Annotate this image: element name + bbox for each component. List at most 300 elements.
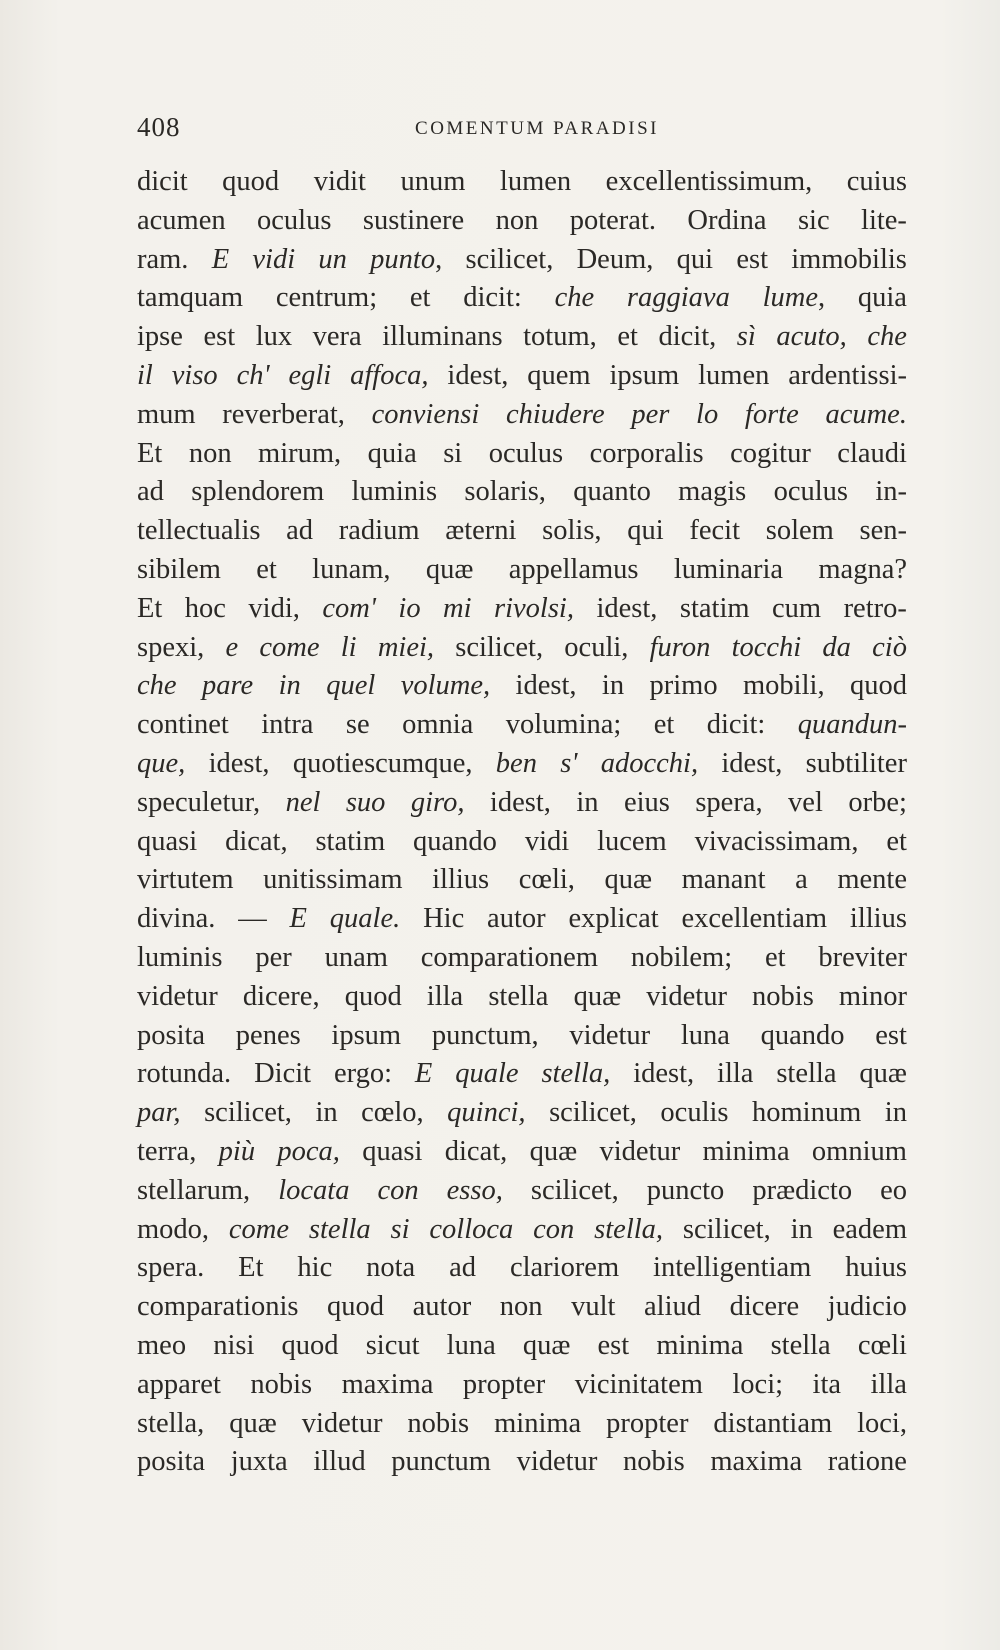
word: que, — [137, 747, 186, 779]
text-line — [137, 1133, 907, 1172]
word: il — [137, 359, 153, 391]
word: che — [554, 282, 595, 314]
word: comparationem — [420, 941, 598, 973]
word: luna — [446, 1329, 496, 1361]
page-header — [137, 112, 907, 152]
word: Et — [137, 592, 163, 624]
word: solis, — [542, 515, 602, 547]
word: dicit: — [463, 282, 522, 314]
word: quandun- — [797, 709, 907, 741]
word: dicat, — [225, 825, 288, 857]
word: claudi — [837, 437, 907, 469]
word: — — [238, 903, 267, 935]
word: videtur — [569, 1019, 651, 1051]
word: ardentissi- — [788, 359, 907, 391]
word: nobis — [622, 1446, 685, 1478]
word: magna? — [818, 553, 907, 585]
word: acuto, — [776, 321, 847, 353]
word: illius — [432, 864, 490, 896]
word: acume. — [825, 398, 907, 430]
running-head: COMENTUM PARADISI — [415, 118, 659, 139]
word: locata — [278, 1174, 350, 1206]
text-line — [137, 1172, 907, 1211]
word: solem — [765, 515, 834, 547]
word: pare — [201, 670, 254, 702]
word: Hic — [423, 903, 465, 935]
word: loci, — [857, 1407, 907, 1439]
word: qui — [627, 515, 664, 547]
word: quale. — [329, 903, 401, 935]
word: punto, — [370, 243, 443, 275]
word: conviensi — [371, 398, 480, 430]
word: ita — [812, 1368, 842, 1400]
word: stella — [488, 980, 549, 1012]
word: stella — [776, 1058, 837, 1090]
word: in — [601, 670, 625, 702]
word: da — [822, 631, 851, 663]
word: Et — [137, 437, 163, 469]
word: luminis — [137, 941, 223, 973]
word: et — [617, 321, 638, 353]
word: nota — [366, 1252, 416, 1284]
word: dicere — [729, 1291, 800, 1323]
word: con — [377, 1174, 419, 1206]
word: vidit — [313, 166, 366, 197]
word: luminaria — [673, 553, 784, 585]
word: videtur — [301, 1407, 383, 1439]
word: hic — [297, 1252, 333, 1284]
text-line — [137, 667, 907, 706]
word: vivacissimam, — [694, 825, 859, 857]
word: in — [576, 786, 599, 818]
text-line — [137, 512, 907, 551]
word: rivolsi, — [494, 592, 574, 624]
word: quotiescumque, — [292, 747, 473, 779]
word: videtur — [516, 1446, 598, 1478]
word: affoca, — [350, 359, 429, 391]
word: unam — [324, 941, 388, 973]
word: subtiliter — [805, 747, 907, 779]
word: omnium — [811, 1135, 907, 1167]
word: cuius — [846, 166, 907, 197]
word: meo — [137, 1329, 187, 1361]
word: spera. — [137, 1252, 205, 1284]
word: quod — [344, 980, 402, 1012]
text-line — [137, 1211, 907, 1250]
word: acumen — [137, 204, 226, 236]
text-line — [137, 629, 907, 668]
word: quasi — [137, 825, 198, 857]
word: comparationis — [137, 1291, 299, 1323]
word: più — [218, 1135, 256, 1167]
text-line — [137, 706, 907, 745]
word: propter — [606, 1407, 689, 1439]
word: luminis — [351, 476, 438, 508]
word: Et — [238, 1252, 264, 1284]
word: est — [875, 1019, 907, 1051]
word: ben — [495, 747, 537, 779]
word: stellarum, — [137, 1174, 251, 1206]
word: excellentissimum, — [605, 166, 813, 197]
word: vidi — [524, 825, 570, 857]
word: manant — [681, 864, 766, 896]
word: esso, — [446, 1174, 503, 1206]
word: statim — [679, 592, 750, 624]
word: stella — [308, 1213, 371, 1245]
word: loci; — [732, 1368, 784, 1400]
word: nobis — [752, 980, 814, 1012]
word: quanto — [573, 476, 651, 508]
word: se — [345, 709, 370, 741]
word: puncto — [646, 1174, 725, 1206]
word: come — [228, 1213, 290, 1245]
word: giro, — [410, 786, 465, 818]
word: illa — [717, 1058, 754, 1090]
word: scilicet, — [530, 1174, 619, 1206]
word: colloca — [429, 1213, 514, 1245]
word: E — [414, 1058, 433, 1090]
word: punctum — [391, 1446, 491, 1478]
word: quando — [413, 825, 497, 857]
word: nobis — [407, 1407, 470, 1439]
commentary-text — [137, 163, 907, 1482]
word: lunam, — [312, 553, 391, 585]
word: idest, — [208, 747, 270, 779]
word: clariorem — [509, 1252, 620, 1284]
word: in — [315, 1097, 338, 1129]
word: statim — [315, 825, 386, 857]
word: dicit — [137, 166, 188, 197]
word: ram. — [137, 243, 189, 275]
word: illius — [849, 903, 907, 935]
word: per — [631, 398, 670, 430]
word: ad — [449, 1252, 477, 1284]
word: immobilis — [791, 243, 907, 275]
word: nobis — [250, 1368, 313, 1400]
word: li — [340, 631, 357, 663]
word: illa — [426, 980, 464, 1012]
word: idest, — [721, 747, 783, 779]
word: scilicet, — [204, 1097, 292, 1129]
word: rotunda. — [137, 1058, 232, 1090]
word: huius — [845, 1252, 907, 1284]
text-line — [137, 473, 907, 512]
word: est — [736, 243, 768, 275]
word: quia — [367, 437, 417, 469]
word: cœli — [857, 1329, 907, 1361]
word: breviter — [818, 941, 907, 973]
word: per — [255, 941, 292, 973]
word: distantiam — [713, 1407, 833, 1439]
word: poca, — [277, 1135, 340, 1167]
word: videtur — [137, 980, 218, 1012]
word: idest, — [489, 786, 551, 818]
word: ergo: — [333, 1058, 393, 1090]
text-line — [137, 318, 907, 357]
word: sustinere — [362, 204, 465, 236]
text-line — [137, 590, 907, 629]
word: idest, — [515, 670, 577, 702]
word: in — [790, 1213, 813, 1245]
word: quæ — [522, 1329, 571, 1361]
word: judicio — [827, 1291, 907, 1323]
word: qui — [676, 243, 714, 275]
word: scilicet, — [549, 1097, 637, 1129]
word: non — [188, 437, 232, 469]
word: videtur — [599, 1135, 681, 1167]
text-line — [137, 435, 907, 474]
word: quale — [455, 1058, 519, 1090]
word: quod — [222, 166, 280, 197]
word: retro- — [843, 592, 907, 624]
text-line — [137, 1249, 907, 1288]
word: vicinitatem — [574, 1368, 703, 1400]
word: sì — [736, 321, 756, 353]
word: oculus — [488, 437, 564, 469]
word: non — [499, 1291, 543, 1323]
word: cœli, — [518, 864, 575, 896]
word: vera — [312, 321, 362, 353]
word: vel — [788, 786, 823, 818]
word: unum — [400, 166, 466, 197]
word: juxta — [230, 1446, 288, 1478]
word: mum — [137, 398, 196, 430]
word: oculus — [773, 476, 848, 508]
word: un — [318, 243, 347, 275]
word: reverberat, — [222, 398, 345, 430]
word: illuminans — [382, 321, 503, 353]
page-number: 408 — [137, 112, 181, 142]
word: vidi — [252, 243, 296, 275]
word: tellectualis — [137, 515, 261, 547]
word: est — [597, 1329, 630, 1361]
word: terra, — [137, 1135, 197, 1167]
word: quinci, — [447, 1097, 526, 1129]
word: s' — [560, 747, 578, 779]
word: quæ — [604, 864, 653, 896]
word: excellentiam — [681, 903, 828, 935]
word: totum, — [523, 321, 597, 353]
word: idest, — [447, 359, 509, 391]
word: ch' — [236, 359, 270, 391]
word: cogitur — [730, 437, 811, 469]
word: spexi, — [137, 631, 205, 663]
text-line — [137, 279, 907, 318]
text-line — [137, 745, 907, 784]
word: lumen — [499, 166, 572, 197]
word: lo — [696, 398, 719, 430]
word: suo — [345, 786, 386, 818]
word: modo, — [137, 1213, 210, 1245]
word: ipsum — [331, 1019, 402, 1051]
text-line — [137, 1405, 907, 1444]
word: mobili, — [743, 670, 825, 702]
text-line — [137, 551, 907, 590]
word: si — [443, 437, 463, 469]
word: oculus — [257, 204, 332, 236]
word: continet — [137, 709, 229, 741]
word: speculetur, — [137, 786, 261, 818]
word: apparet — [137, 1368, 221, 1400]
word: con — [533, 1213, 575, 1245]
word: lume, — [762, 282, 826, 314]
word: dicat, — [444, 1135, 508, 1167]
text-line — [137, 823, 907, 862]
word: fecit — [689, 515, 741, 547]
word: centrum; — [275, 282, 378, 314]
word: minima — [494, 1407, 582, 1439]
word: prædicto — [752, 1174, 853, 1206]
word: nisi — [213, 1329, 255, 1361]
word: corporalis — [589, 437, 704, 469]
word: par, — [137, 1097, 181, 1129]
word: maxima — [341, 1368, 434, 1400]
text-line — [137, 1288, 907, 1327]
word: Deum, — [576, 243, 654, 275]
word: scilicet, — [465, 243, 554, 275]
word: quæ — [859, 1058, 907, 1090]
word: illud — [313, 1446, 366, 1478]
word: dicit: — [706, 709, 766, 741]
word: mirum, — [258, 437, 342, 469]
word: ipse — [137, 321, 183, 353]
word: stella — [770, 1329, 831, 1361]
word: oculi, — [564, 631, 629, 663]
word: adocchi, — [600, 747, 699, 779]
word: unitissimam — [263, 864, 403, 896]
word: egli — [288, 359, 332, 391]
word: quel — [326, 670, 376, 702]
word: et — [764, 941, 786, 973]
word: sen- — [859, 515, 907, 547]
word: et — [653, 709, 675, 741]
word: Dicit — [254, 1058, 312, 1090]
text-line — [137, 1017, 907, 1056]
text-line — [137, 1443, 907, 1482]
word: primo — [649, 670, 718, 702]
word: vidi, — [248, 592, 300, 624]
word: quod — [850, 670, 907, 702]
word: eius — [623, 786, 670, 818]
word: spera, — [695, 786, 763, 818]
word: et — [256, 553, 277, 585]
word: luna — [680, 1019, 730, 1051]
word: punctum, — [431, 1019, 539, 1051]
word: in — [278, 670, 301, 702]
word: chiudere — [505, 398, 605, 430]
word: forte — [744, 398, 799, 430]
word: quæ — [229, 1407, 277, 1439]
word: che — [137, 670, 177, 702]
word: quæ — [425, 553, 474, 585]
word: lucem — [597, 825, 667, 857]
word: sic — [797, 204, 830, 236]
word: dicere, — [242, 980, 320, 1012]
word: stella, — [541, 1058, 611, 1090]
word: eadem — [832, 1213, 907, 1245]
word: vult — [571, 1291, 616, 1323]
word: minima — [702, 1135, 790, 1167]
text-line — [137, 163, 907, 202]
text-line — [137, 396, 907, 435]
word: est — [203, 321, 236, 353]
word: posita — [137, 1446, 206, 1478]
word: lumen — [698, 359, 770, 391]
word: divina. — [137, 903, 216, 935]
word: scilicet, — [682, 1213, 771, 1245]
word: a — [795, 864, 808, 896]
word: raggiava — [626, 282, 730, 314]
word: e — [225, 631, 239, 663]
text-line — [137, 241, 907, 280]
word: ratione — [827, 1446, 907, 1478]
text-line — [137, 978, 907, 1017]
word: virtutem — [137, 864, 234, 896]
word: quod — [281, 1329, 339, 1361]
word: autor — [487, 903, 546, 935]
word: in- — [875, 476, 907, 508]
word: volume, — [400, 670, 491, 702]
word: quod — [327, 1291, 385, 1323]
word: illa — [870, 1368, 907, 1400]
word: et — [886, 825, 907, 857]
word: nel — [285, 786, 321, 818]
text-line — [137, 1055, 907, 1094]
word: sicut — [365, 1329, 420, 1361]
word: videtur — [646, 980, 727, 1012]
word: io — [398, 592, 421, 624]
word: quasi — [362, 1135, 423, 1167]
word: mente — [837, 864, 907, 896]
word: com' — [322, 592, 376, 624]
word: sibilem — [137, 553, 221, 585]
word: volumina; — [505, 709, 622, 741]
word: viso — [171, 359, 218, 391]
word: idest, — [596, 592, 658, 624]
text-line — [137, 1094, 907, 1133]
word: furon — [649, 631, 711, 663]
word: orbe; — [848, 786, 907, 818]
word: maxima — [710, 1446, 803, 1478]
word: cum — [772, 592, 822, 624]
word: stella, — [137, 1407, 205, 1439]
word: appellamus — [508, 553, 639, 585]
word: si — [390, 1213, 410, 1245]
text-line — [137, 861, 907, 900]
word: eo — [880, 1174, 907, 1206]
word: in — [884, 1097, 907, 1129]
word: penes — [235, 1019, 301, 1051]
word: quem — [527, 359, 591, 391]
text-line — [137, 202, 907, 241]
word: posita — [137, 1019, 206, 1051]
word: splendorem — [191, 476, 325, 508]
word: et — [409, 282, 431, 314]
text-line — [137, 784, 907, 823]
word: intra — [261, 709, 314, 741]
word: quia — [857, 282, 907, 314]
word: quando — [760, 1019, 845, 1051]
word: tocchi — [731, 631, 802, 663]
word: hoc — [184, 592, 226, 624]
text-line — [137, 357, 907, 396]
word: ipsum — [609, 359, 680, 391]
word: oculis — [660, 1097, 729, 1129]
word: ad — [286, 515, 314, 547]
word: Ordina — [687, 204, 767, 236]
word: mi — [443, 592, 472, 624]
word: propter — [462, 1368, 546, 1400]
